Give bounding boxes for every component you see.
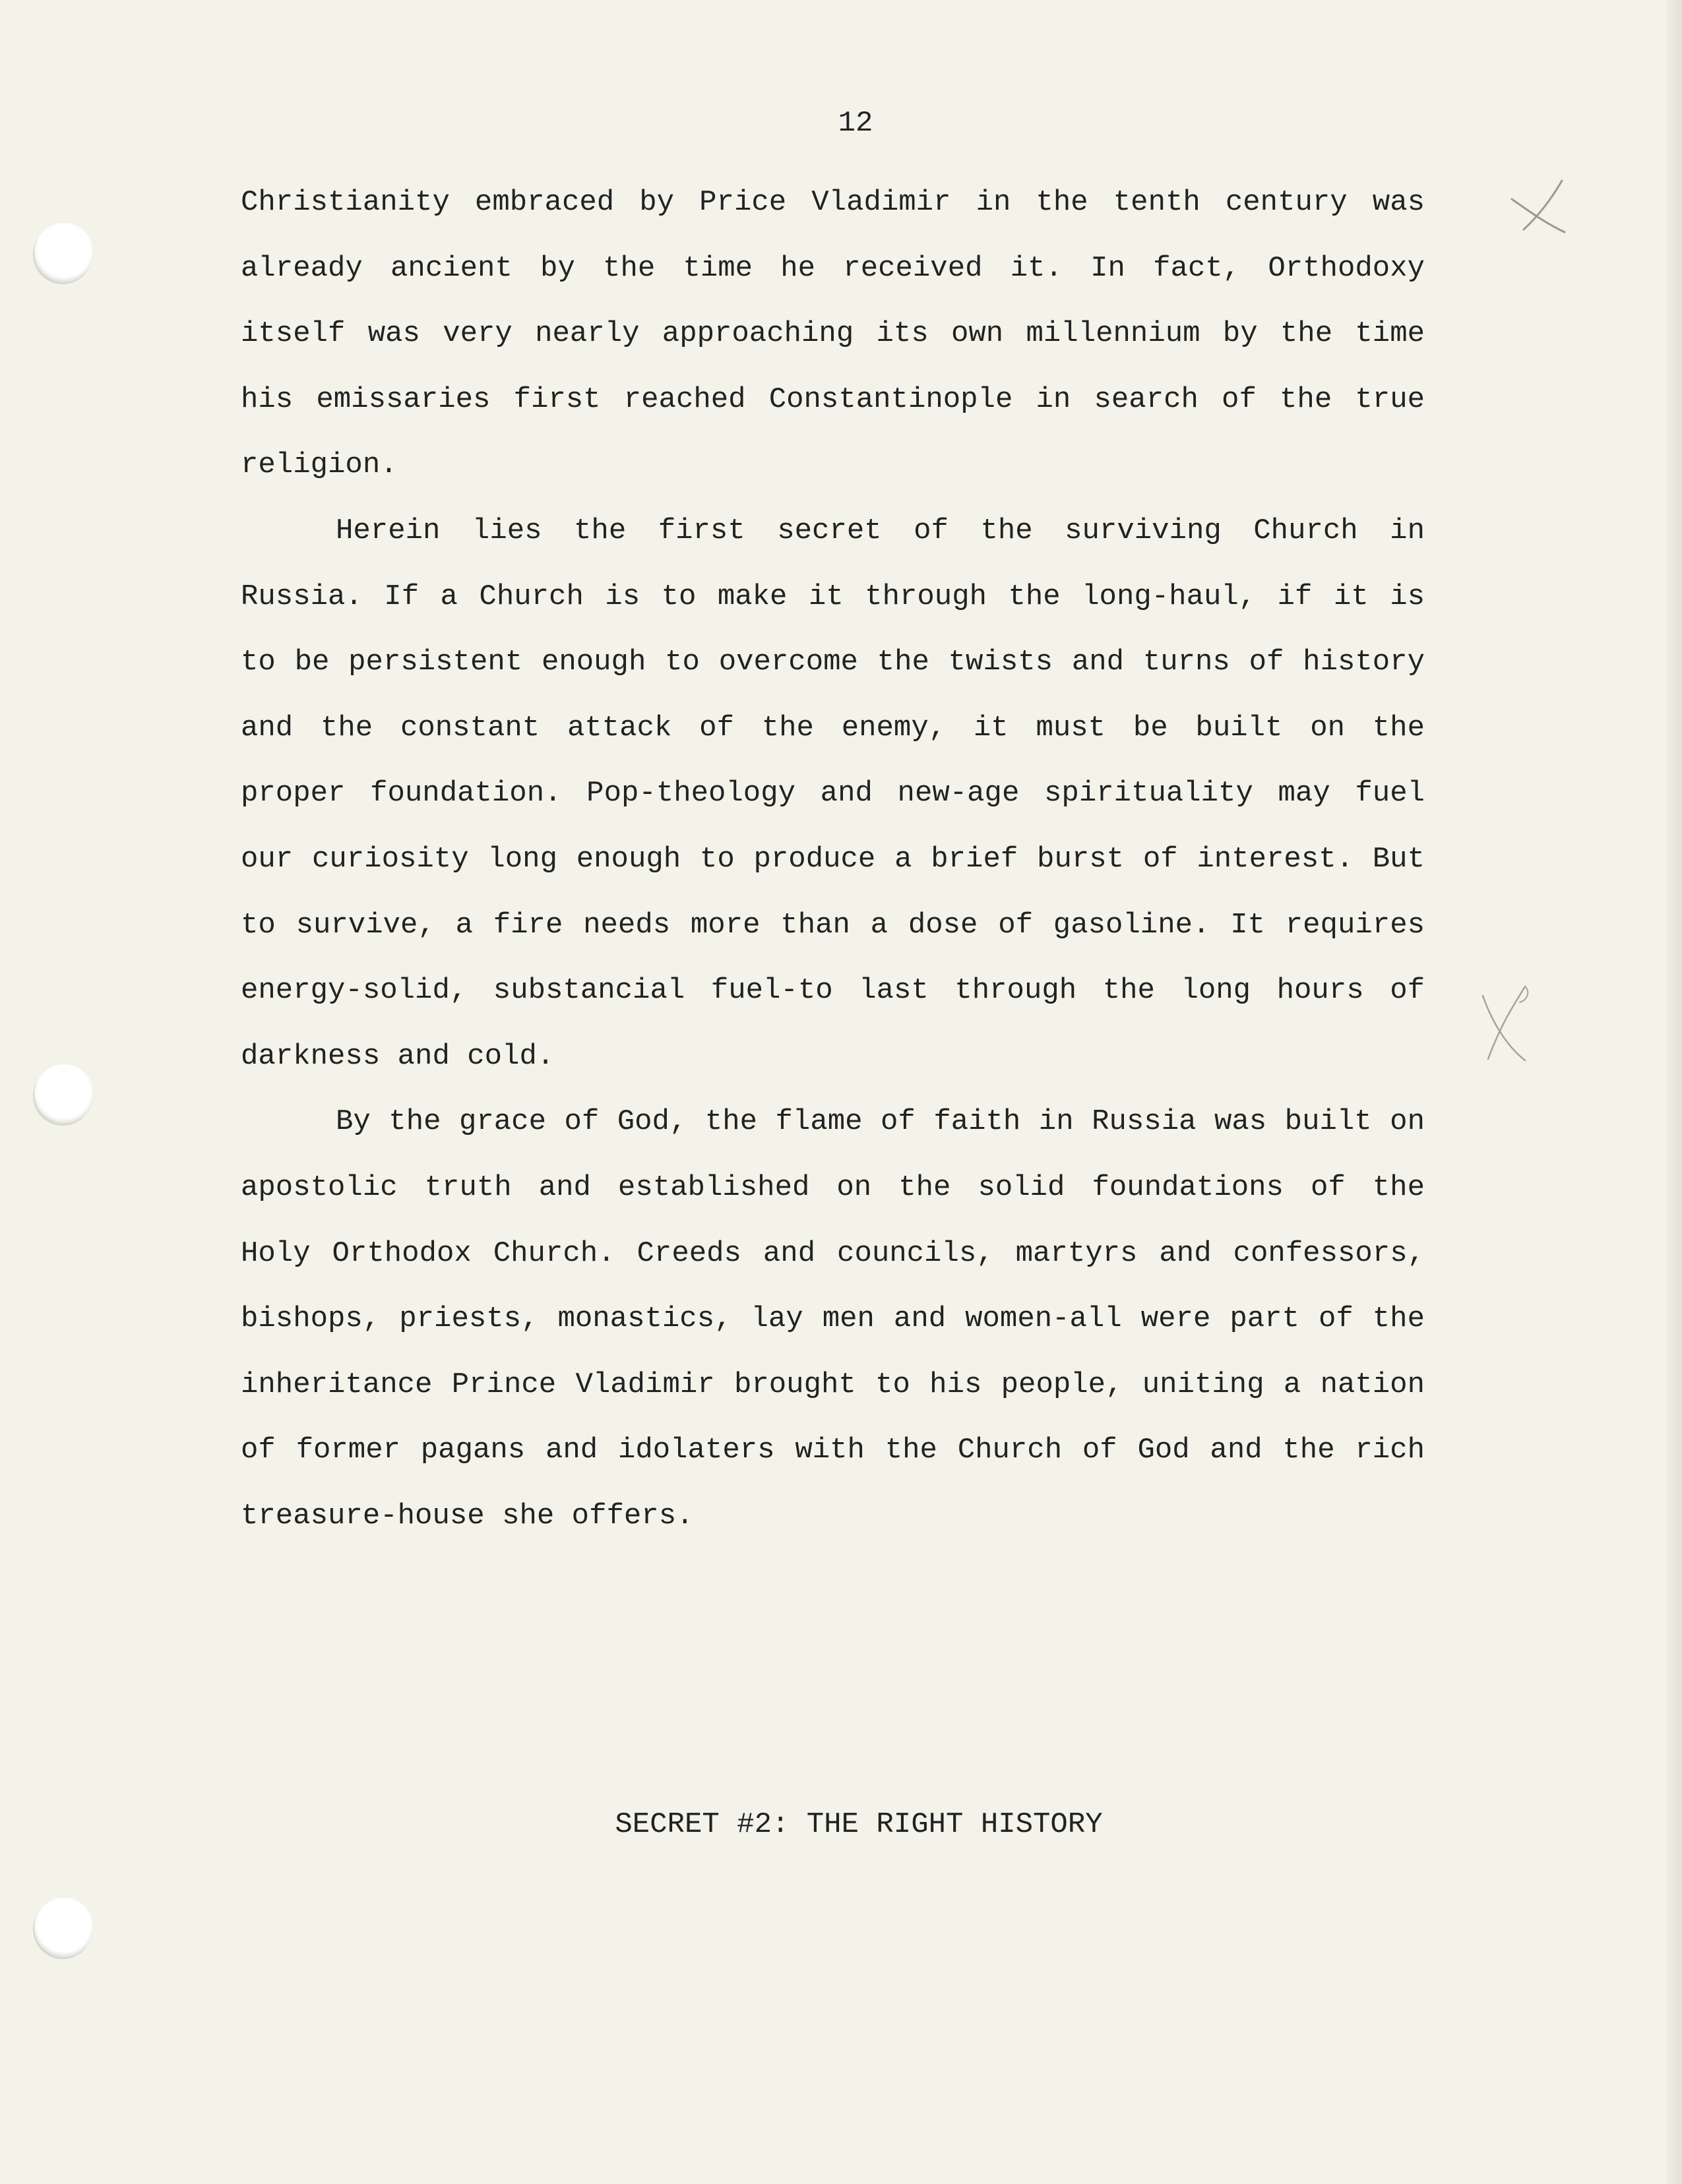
- paragraph-2: Herein lies the first secret of the surviving Church in Russia. If a Church is to make it through the long-haul, if it is to be persistent enough to overcome the twists and turns of history and the constant attack of the enemy, it must be built on the proper foundation. Pop-theology and new-age spirituality may fuel our curiosity long enough to produce a brief burst of interest. But to survive, a fire needs more than a dose of gasoline. It requires energy-solid, substancial fuel-to last through the long hours of darkness and cold.: [241, 514, 1425, 1073]
- body-text: [241, 170, 1425, 1549]
- paragraph-3: By the grace of God, the flame of faith in Russia was built on apostolic truth and established on the solid foundations of the Holy Orthodox Church. Creeds and councils, martyrs and confessors, bishops, priests, monastics, lay men and women-all were part of the inheritance Prince Vladimir brought to his people, uniting a nation of former pagans and idolaters with the Church of God and the rich treasure-house she offers.: [241, 1105, 1425, 1532]
- punch-hole: [34, 223, 94, 282]
- paragraph-1: Christianity embraced by Price Vladimir in the tenth century was already ancient by the time he received it. In fact, Orthodoxy itself was very nearly approaching its own millennium by the time his emissaries first reached Constantinople in search of the true religion.: [241, 186, 1425, 482]
- pencil-x-mark: [1504, 177, 1576, 236]
- pencil-x-mark: [1470, 983, 1542, 1075]
- punch-hole: [34, 1064, 94, 1124]
- section-heading: SECRET #2: THE RIGHT HISTORY: [615, 1808, 1103, 1841]
- punch-hole: [34, 1898, 94, 1957]
- page-number: 12: [838, 107, 873, 140]
